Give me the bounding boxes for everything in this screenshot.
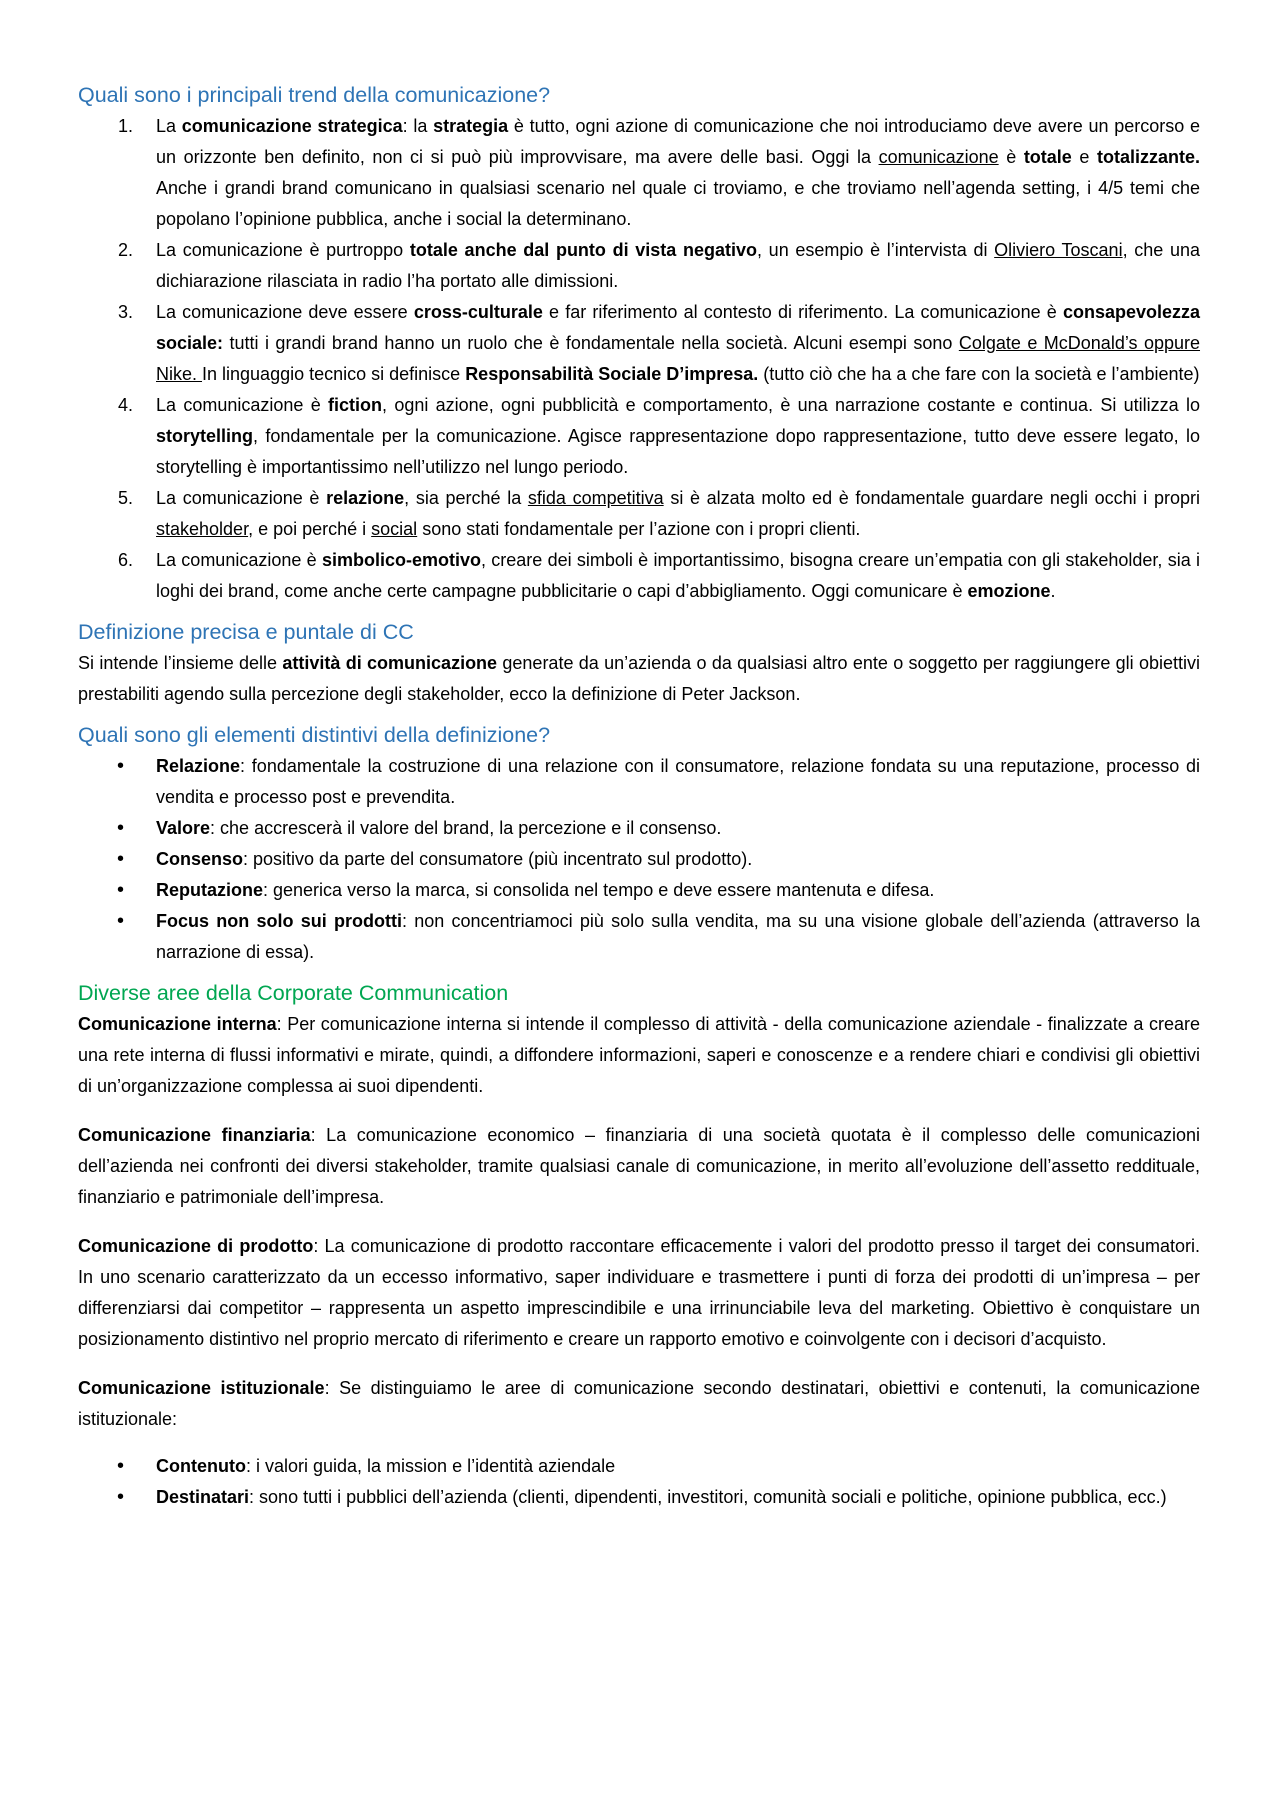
bullet-icon: •	[117, 1486, 125, 1508]
list-item: • Consenso: positivo da parte del consumatore (più incentrato sul prodotto).	[78, 844, 1200, 875]
paragraph-institutional: Comunicazione istituzionale: Se distinguiamo le aree di comunicazione secondo destinatari, obiettivi e contenuti, la comunicazione istituzionale:	[78, 1378, 1200, 1429]
trends-list	[78, 111, 1200, 607]
paragraph-internal: Comunicazione interna: Per comunicazione interna si intende il complesso di attività - della comunicazione aziendale - finalizzate a creare una rete interna di flussi informativi e mirate, quindi, a diffondere informazioni, saperi e conoscenze e a rendere chiari e condivisi gli obiettivi di un’organizzazione complessa ai suoi dipendenti.	[78, 1014, 1200, 1096]
list-item: 6. La comunicazione è simbolico-emotivo, creare dei simboli è importantissimo, bisogna creare un’empatia con gli stakeholder, sia i loghi dei brand, come anche certe campagne pubblicitarie o capi d’abbigliamento. Oggi comunicare è emozione.	[118, 550, 1200, 601]
heading-elements: Quali sono gli elementi distintivi della definizione?	[78, 723, 551, 747]
definition-paragraph: Si intende l’insieme delle attività di comunicazione generate da un’azienda o da qualsiasi altro ente o soggetto per raggiungere gli obiettivi prestabiliti agendo sulla percezione degli stakeholder, ecco la definizione di Peter Jackson.	[78, 653, 1201, 704]
bullet-icon: •	[117, 848, 125, 870]
list-item: • Contenuto: i valori guida, la mission e l’identità aziendale	[78, 1451, 1200, 1482]
paragraph-financial: Comunicazione finanziaria: La comunicazione economico – finanziaria di una società quotata è il complesso delle comunicazioni dell’azienda nei confronti dei diversi stakeholder, tramite qualsiasi canale di comunicazione, in merito all’evoluzione dell’assetto reddituale, finanziario e patrimoniale dell’impresa.	[78, 1125, 1200, 1207]
heading-definition: Definizione precisa e puntale di CC	[78, 620, 414, 644]
list-item: • Valore: che accrescerà il valore del brand, la percezione e il consenso.	[78, 813, 1200, 844]
institutional-list	[78, 1451, 1200, 1513]
list-item: • Relazione: fondamentale la costruzione di una relazione con il consumatore, relazione fondata su una reputazione, processo di vendita e processo post e prevendita.	[78, 751, 1200, 813]
list-item: 5. La comunicazione è relazione, sia perché la sfida competitiva si è alzata molto ed è fondamentale guardare negli occhi i propri stakeholder, e poi perché i social sono stati fondamentale per l’azione con i propri clienti.	[118, 488, 1200, 539]
list-item: 2. La comunicazione è purtroppo totale anche dal punto di vista negativo, un esempio è l’intervista di Oliviero Toscani, che una dichiarazione rilasciata in radio l’ha portato alle dimissioni.	[118, 240, 1200, 291]
list-item: 4. La comunicazione è fiction, ogni azione, ogni pubblicità e comportamento, è una narrazione costante e continua. Si utilizza lo storytelling, fondamentale per la comunicazione. Agisce rappresentazione dopo rappresentazione, tutto deve essere legato, lo storytelling è importantissimo nell’utilizzo nel lungo periodo.	[118, 395, 1201, 477]
bullet-icon: •	[117, 817, 125, 839]
list-item: 1. La comunicazione strategica: la strategia è tutto, ogni azione di comunicazione che noi introduciamo deve avere un percorso e un orizzonte ben definito, non ci si può più improvvisare, ma avere delle basi. Oggi la comunicazione è totale e totalizzante. Anche i grandi brand comunicano in qualsiasi scenario nel quale ci troviamo, e che troviamo nell’agenda setting, i 4/5 temi che popolano l’opinione pubblica, anche i social la determinano.	[118, 116, 1201, 229]
bullet-icon: •	[117, 879, 125, 901]
paragraph-product: Comunicazione di prodotto: La comunicazione di prodotto raccontare efficacemente i valori del prodotto presso il target dei consumatori. In uno scenario caratterizzato da un eccesso informativo, saper individuare e trasmettere i punti di forza dei prodotti di un’impresa – per differenziarsi dai competitor – rappresenta un aspetto imprescindibile e una irrinunciabile leva del marketing. Obiettivo è conquistare un posizionamento distintivo nel proprio mercato di riferimento e creare un rapporto emotivo e coinvolgente con i decisori d’acquisto.	[78, 1236, 1200, 1349]
bullet-icon: •	[117, 910, 125, 932]
list-item: • Focus non solo sui prodotti: non concentriamoci più solo sulla vendita, ma su una visione globale dell’azienda (attraverso la narrazione di essa).	[78, 906, 1200, 968]
heading-trends: Quali sono i principali trend della comunicazione?	[78, 83, 551, 107]
bullet-icon: •	[117, 1455, 125, 1477]
list-item: • Reputazione: generica verso la marca, si consolida nel tempo e deve essere mantenuta e difesa.	[78, 875, 1200, 906]
bullet-icon: •	[117, 755, 125, 777]
heading-areas: Diverse aree della Corporate Communication	[78, 981, 509, 1005]
elements-list	[78, 751, 1200, 968]
list-item: • Destinatari: sono tutti i pubblici dell’azienda (clienti, dipendenti, investitori, comunità sociali e politiche, opinione pubblica, ecc.)	[78, 1482, 1200, 1513]
list-item: 3. La comunicazione deve essere cross-culturale e far riferimento al contesto di riferimento. La comunicazione è consapevolezza sociale: tutti i grandi brand hanno un ruolo che è fondamentale nella società. Alcuni esempi sono Colgate e McDonald’s oppure Nike. In linguaggio tecnico si definisce Responsabilità Sociale D’impresa. (tutto ciò che ha a che fare con la società e l’ambiente)	[118, 302, 1201, 384]
